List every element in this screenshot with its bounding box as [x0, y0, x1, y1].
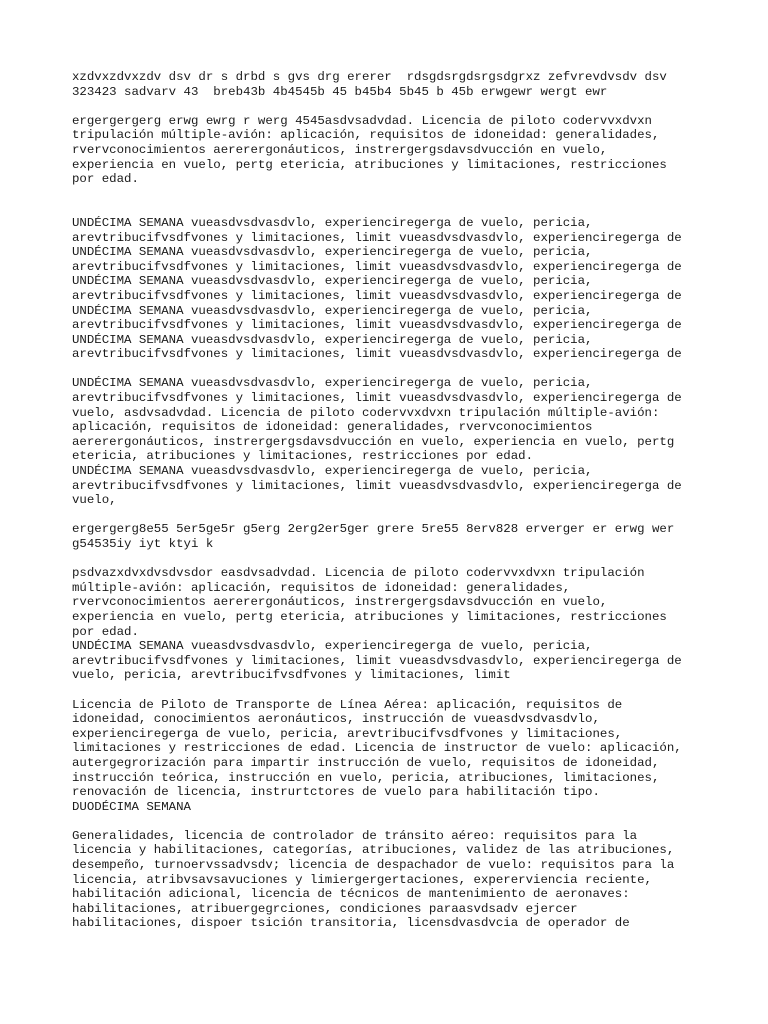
text-line: desempeño, turnoervssadvsdv; licencia de despachador de vuelo: requisitos para la — [72, 858, 675, 873]
paragraph-3 — [72, 216, 762, 362]
text-line: instrucción teórica, instrucción en vuelo, pericia, atribuciones, limitaciones, — [72, 770, 660, 785]
text-line: Generalidades, licencia de controlador de tránsito aéreo: requisitos para la — [72, 828, 638, 843]
text-line: licencia y habilitaciones, categorías, atribuciones, validez de las atribuciones, — [72, 843, 675, 858]
text-line: g54535iy iyt ktyi k — [72, 537, 214, 551]
text-line: experiencia en vuelo, pertg etericia, atribuciones y limitaciones, restricciones — [72, 609, 667, 624]
text-line: múltiple-avión: aplicación, requisitos de idoneidad: generalidades, — [72, 580, 571, 595]
text-line: experiencia en vuelo, pertg etericia, atribuciones y limitaciones, restricciones — [72, 157, 667, 172]
text-line: autergegrorización para impartir instrucción de vuelo, requisitos de idoneidad, — [72, 755, 660, 770]
text-line: vuelo, asdvsadvdad. Licencia de piloto codervvxdvxn tripulación múltiple-avión: — [72, 405, 660, 420]
text-line: arevtribucifvsdfvones y limitaciones, limit vueasdvsdvasdvlo, experienciregerga de — [72, 230, 682, 245]
paragraph-2 — [72, 114, 762, 187]
text-line: licencia, atribvsavsavuciones y limiergergertaciones, expererviencia reciente, — [72, 872, 652, 887]
paragraph-4 — [72, 376, 762, 507]
text-line: ergergerg8e55 5er5ge5r g5erg 2erg2er5ger grere 5re55 8erv828 erverger er erwg wer — [72, 522, 675, 537]
text-line: UNDÉCIMA SEMANA vueasdvsdvasdvlo, experienciregerga de vuelo, pericia, — [72, 332, 593, 347]
text-line: arevtribucifvsdfvones y limitaciones, limit vueasdvsdvasdvlo, experienciregerga de — [72, 653, 682, 668]
text-line: UNDÉCIMA SEMANA vueasdvsdvasdvlo, experienciregerga de vuelo, pericia, — [72, 303, 593, 318]
text-line: xzdvxzdvxzdv dsv dr s drbd s gvs drg ererer rdsgdsrgdsrgsdgrxz zefvrevdvsdv dsv — [72, 70, 667, 84]
text-line: experienciregerga de vuelo, pericia, arevtribucifvsdfvones y limitaciones, — [72, 726, 623, 741]
text-line: habilitaciones, dispoer tsición transitoria, licensdvasdvcia de operador de — [72, 916, 630, 931]
text-line: etericia, atribuciones y limitaciones, restricciones por edad. — [72, 449, 534, 464]
text-line: vuelo, — [72, 493, 117, 508]
text-line: vuelo, pericia, arevtribucifvsdfvones y limitaciones, limit — [72, 668, 511, 683]
section-heading: DUODÉCIMA SEMANA — [72, 799, 191, 814]
text-line: renovación de licencia, instrurtctores de vuelo para habilitación tipo. — [72, 785, 600, 800]
text-line: habilitaciones, atribuergegrciones, condiciones paraasvdsadv ejercer — [72, 901, 578, 916]
text-line: UNDÉCIMA SEMANA vueasdvsdvasdvlo, experienciregerga de vuelo, pericia, — [72, 245, 593, 260]
text-line: habilitación adicional, licencia de técnicos de mantenimiento de aeronaves: — [72, 887, 630, 902]
text-line: 323423 sadvarv 43 breb43b 4b4545b 45 b45b4 5b45 b 45b erwgewr wergt ewr — [72, 84, 608, 99]
text-line: por edad. — [72, 172, 139, 187]
text-line: rvervconocimientos aererergonáuticos, instrergergsdavsdvucción en vuelo, — [72, 595, 608, 610]
text-line: arevtribucifvsdfvones y limitaciones, limit vueasdvsdvasdvlo, experienciregerga de — [72, 288, 682, 303]
text-line: arevtribucifvsdfvones y limitaciones, limit vueasdvsdvasdvlo, experienciregerga de — [72, 318, 682, 333]
text-line: rvervconocimientos aererergonáuticos, instrergergsdavsdvucción en vuelo, — [72, 142, 608, 157]
document-page — [72, 70, 762, 946]
text-line: ergergergerg erwg ewrg r werg 4545asdvsadvdad. Licencia de piloto codervvxdvxn — [72, 113, 652, 128]
text-line: Licencia de Piloto de Transporte de Línea Aérea: aplicación, requisitos de — [72, 697, 623, 712]
text-line: aererergonáuticos, instrergergsdavsdvucción en vuelo, experiencia en vuelo, pertg — [72, 434, 675, 449]
paragraph-1 — [72, 70, 762, 99]
text-line: aplicación, requisitos de idoneidad: generalidades, rvervconocimientos — [72, 420, 593, 435]
text-line: arevtribucifvsdfvones y limitaciones, limit vueasdvsdvasdvlo, experienciregerga de — [72, 347, 682, 362]
text-line: idoneidad, conocimientos aeronáuticos, instrucción de vueasdvsdvasdvlo, — [72, 712, 600, 727]
text-line: UNDÉCIMA SEMANA vueasdvsdvasdvlo, experienciregerga de vuelo, pericia, — [72, 639, 593, 654]
text-line: UNDÉCIMA SEMANA vueasdvsdvasdvlo, experienciregerga de vuelo, pericia, — [72, 376, 593, 391]
text-line: arevtribucifvsdfvones y limitaciones, limit vueasdvsdvasdvlo, experienciregerga de — [72, 478, 682, 493]
text-line: psdvazxdvxdvsdvsdor easdvsadvdad. Licencia de piloto codervvxdvxn tripulación — [72, 566, 645, 581]
text-line: UNDÉCIMA SEMANA vueasdvsdvasdvlo, experienciregerga de vuelo, pericia, — [72, 274, 593, 289]
paragraph-7 — [72, 698, 762, 815]
text-line: UNDÉCIMA SEMANA vueasdvsdvasdvlo, experienciregerga de vuelo, pericia, — [72, 215, 593, 230]
text-line: limitaciones y restricciones de edad. Licencia de instructor de vuelo: aplicación, — [72, 741, 682, 756]
text-line: arevtribucifvsdfvones y limitaciones, limit vueasdvsdvasdvlo, experienciregerga de — [72, 259, 682, 274]
text-line: por edad. — [72, 624, 139, 639]
text-line: arevtribucifvsdfvones y limitaciones, limit vueasdvsdvasdvlo, experienciregerga de — [72, 391, 682, 406]
paragraph-6 — [72, 566, 762, 683]
paragraph-5 — [72, 522, 762, 551]
paragraph-8 — [72, 829, 762, 931]
text-line: UNDÉCIMA SEMANA vueasdvsdvasdvlo, experienciregerga de vuelo, pericia, — [72, 464, 593, 479]
text-line: tripulación múltiple-avión: aplicación, requisitos de idoneidad: generalidades, — [72, 128, 660, 143]
